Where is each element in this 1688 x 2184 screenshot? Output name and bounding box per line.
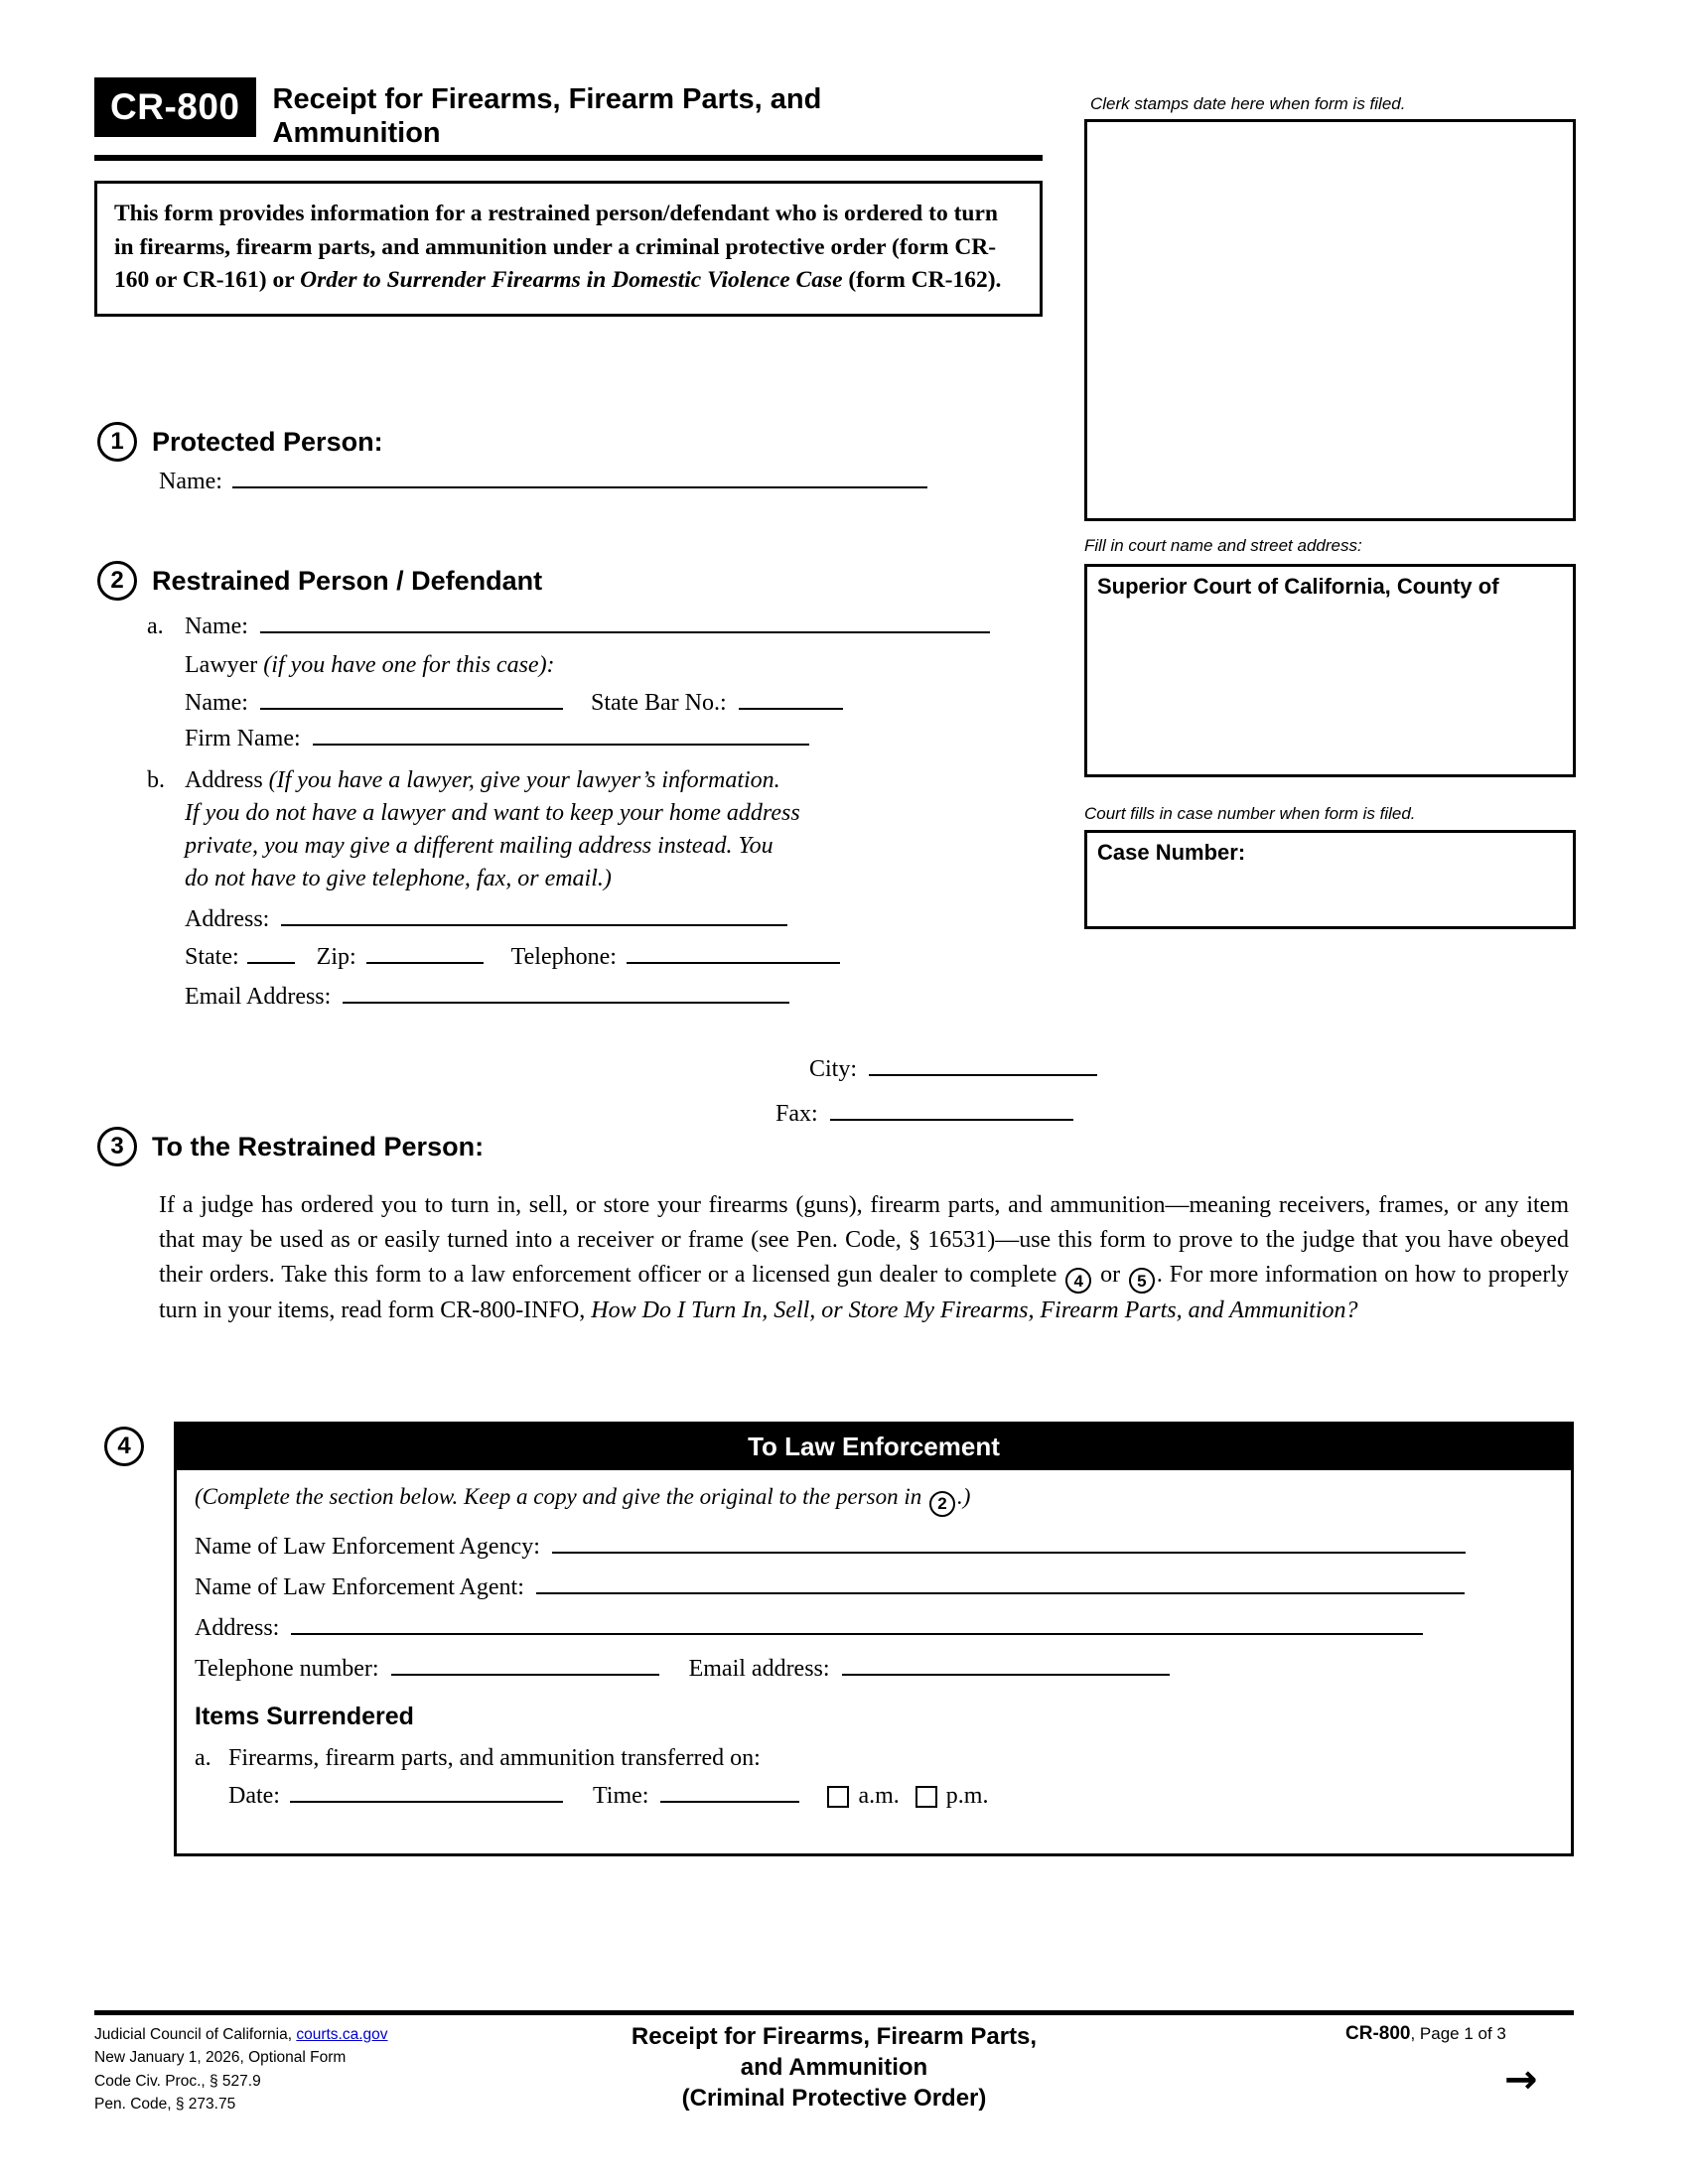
case-number-box-title: Case Number: xyxy=(1097,840,1246,865)
lawyer-label: Lawyer xyxy=(185,652,258,678)
items-surrendered-a xyxy=(195,1745,1553,1772)
clerk-stamp-label: Clerk stamps date here when form is filed. xyxy=(1090,94,1406,113)
le-agency-line[interactable] xyxy=(552,1552,1466,1554)
pm-label: p.m. xyxy=(945,1782,989,1809)
firm-name-label: Firm Name: xyxy=(185,726,301,751)
am-label: a.m. xyxy=(858,1782,900,1809)
items-a-text: Firearms, firearm parts, and ammunition transferred on: xyxy=(228,1744,761,1771)
section-1-heading: Protected Person: xyxy=(152,426,383,457)
address-paren: (If you have a lawyer, give your lawyer’s information. If you do not have a lawyer and want to keep your home address private, you may give a different mailing address instead. You do not have to give telephone, fax, or email.) xyxy=(185,767,800,892)
section-3-ref-4: 4 xyxy=(1065,1268,1091,1294)
fax-label: Fax: xyxy=(775,1101,818,1127)
le-telephone-label: Telephone number: xyxy=(195,1655,379,1682)
court-name-box-title: Superior Court of California, County of xyxy=(1097,574,1499,599)
intro-text-1: This form provides information for a restrained person/defendant who is ordered to turn in firearms, firearm parts, and ammunition under a criminal protective order (form CR-160 or CR-161) or xyxy=(114,201,998,294)
header-divider xyxy=(94,155,1043,161)
state-line[interactable] xyxy=(247,962,295,964)
lawyer-name-row xyxy=(185,691,1090,715)
le-box-spacer xyxy=(195,1808,1553,1832)
footer-divider xyxy=(94,2010,1574,2015)
form-header xyxy=(94,77,1048,161)
footer-left xyxy=(94,2023,388,2116)
footer-line-3: Code Civ. Proc., § 527.9 xyxy=(94,2072,261,2090)
lawyer-name-label: Name: xyxy=(185,690,248,716)
zip-label: Zip: xyxy=(316,944,356,971)
address-label-bold: Address xyxy=(185,767,263,793)
restrained-name-label: Name: xyxy=(185,614,248,639)
le-agent-line[interactable] xyxy=(536,1592,1465,1594)
le-address-row xyxy=(195,1616,1553,1640)
intro-text-3: (form CR-162). xyxy=(842,267,1002,294)
section-2-number: 2 xyxy=(97,561,137,601)
section-2-b-text xyxy=(185,764,800,895)
le-agency-row xyxy=(195,1535,1553,1559)
fax-row xyxy=(775,1102,1073,1126)
email-label: Email Address: xyxy=(185,984,332,1011)
le-email-label: Email address: xyxy=(688,1655,830,1682)
footer-form-number: CR-800 xyxy=(1345,2023,1411,2044)
address-line[interactable] xyxy=(281,924,787,926)
footer-right xyxy=(1345,2023,1506,2045)
lawyer-name-line[interactable] xyxy=(260,708,563,710)
items-time-label: Time: xyxy=(592,1782,649,1809)
section-4-number-wrap xyxy=(104,1427,144,1466)
footer-page-number: , Page 1 of 3 xyxy=(1410,2024,1506,2043)
footer-line-2: New January 1, 2026, Optional Form xyxy=(94,2049,347,2067)
footer-line-1 xyxy=(94,2023,388,2046)
law-enforcement-banner: To Law Enforcement xyxy=(177,1425,1571,1470)
telephone-line[interactable] xyxy=(627,962,840,964)
address-row xyxy=(185,907,1090,931)
section-3-heading: To the Restrained Person: xyxy=(152,1131,485,1161)
items-date-label: Date: xyxy=(228,1782,280,1809)
restrained-name-field[interactable] xyxy=(147,614,1090,638)
firm-name-row xyxy=(185,727,1090,751)
telephone-label: Telephone: xyxy=(510,944,617,971)
form-title-line1: Receipt for Firearms, Firearm Parts, and xyxy=(272,83,822,115)
lawyer-row xyxy=(185,652,1090,679)
city-line[interactable] xyxy=(869,1074,1097,1076)
section-4-number: 4 xyxy=(104,1427,144,1466)
state-bar-line[interactable] xyxy=(739,708,843,710)
address-field-label: Address: xyxy=(185,906,270,933)
protected-person-name-label: Name: xyxy=(159,469,222,494)
footer-line-4: Pen. Code, § 273.75 xyxy=(94,2095,236,2113)
le-instruction-ref: 2 xyxy=(929,1491,955,1517)
items-date-line[interactable] xyxy=(290,1801,563,1803)
footer-center xyxy=(536,2021,1132,2115)
lawyer-paren: (if you have one for this case): xyxy=(263,652,555,678)
footer-center-line-2: and Ammunition xyxy=(740,2054,928,2082)
items-time-line[interactable] xyxy=(660,1801,799,1803)
intro-text-italic: Order to Surrender Firearms in Domestic Violence Case xyxy=(300,267,843,294)
protected-person-name-field[interactable] xyxy=(159,470,1070,493)
section-3 xyxy=(97,1127,1587,1328)
items-surrendered-heading: Items Surrendered xyxy=(195,1702,414,1730)
le-agent-row xyxy=(195,1575,1553,1599)
le-telephone-line[interactable] xyxy=(391,1674,659,1676)
restrained-name-line[interactable] xyxy=(260,631,990,633)
pm-checkbox[interactable] xyxy=(915,1786,937,1808)
section-3-text-2: or xyxy=(1093,1261,1127,1288)
section-3-header xyxy=(97,1127,1587,1166)
section-1-header xyxy=(97,422,1070,462)
case-number-box[interactable] xyxy=(1084,830,1576,929)
email-line[interactable] xyxy=(343,1002,789,1004)
court-name-box[interactable] xyxy=(1084,564,1576,777)
footer-council: Judicial Council of California, xyxy=(94,2026,297,2043)
le-phone-email-row xyxy=(195,1657,1553,1681)
form-title-line2: Ammunition xyxy=(272,116,441,149)
city-label: City: xyxy=(809,1056,858,1082)
state-bar-label: State Bar No.: xyxy=(590,690,727,716)
section-1-number: 1 xyxy=(97,422,137,462)
le-agent-label: Name of Law Enforcement Agent: xyxy=(195,1573,524,1600)
zip-line[interactable] xyxy=(366,962,484,964)
section-3-ref-5: 5 xyxy=(1129,1268,1155,1294)
next-page-arrow-icon: → xyxy=(1504,2057,1538,2103)
le-agency-label: Name of Law Enforcement Agency: xyxy=(195,1533,540,1560)
case-number-label: Court fills in case number when form is filed. xyxy=(1084,804,1416,823)
courts-website-link[interactable]: courts.ca.gov xyxy=(296,2026,388,2043)
law-enforcement-box xyxy=(174,1422,1574,1856)
le-address-line[interactable] xyxy=(291,1633,1423,1635)
intro-box xyxy=(94,181,1043,317)
section-2 xyxy=(97,561,1090,1127)
firm-name-line[interactable] xyxy=(313,744,809,746)
email-row xyxy=(185,985,1090,1009)
court-name-label: Fill in court name and street address: xyxy=(1084,536,1362,555)
le-instruction-post: .) xyxy=(956,1484,971,1509)
section-3-text-italic: How Do I Turn In, Sell, or Store My Firearms, Firearm Parts, and Ammunition? xyxy=(591,1297,1358,1324)
section-3-number: 3 xyxy=(97,1127,137,1166)
le-address-label: Address: xyxy=(195,1614,280,1641)
form-title xyxy=(273,77,968,150)
form-number-badge: CR-800 xyxy=(94,77,256,137)
items-date-time-row xyxy=(228,1784,1553,1808)
clerk-stamp-box[interactable] xyxy=(1084,119,1576,521)
protected-person-name-line[interactable] xyxy=(232,486,927,488)
section-2-a-marker: a. xyxy=(147,614,164,639)
le-email-line[interactable] xyxy=(842,1674,1170,1676)
section-2-heading: Restrained Person / Defendant xyxy=(152,565,543,596)
fax-line[interactable] xyxy=(830,1119,1073,1121)
section-2-header xyxy=(97,561,1090,601)
section-3-paragraph xyxy=(159,1188,1569,1328)
city-row xyxy=(809,1057,1097,1081)
am-checkbox[interactable] xyxy=(827,1786,849,1808)
section-1 xyxy=(97,422,1070,493)
section-3-text-1: If a judge has ordered you to turn in, sell, or store your firearms (guns), firearm parts, and ammunition—meaning receivers, frames, or any item that may be used as or easily turned into a receiver or frame (see Pen. Code, § 16531)—use this form to prove to the judge that you have obeyed their orders. Take this form to a law enforcement officer or a licensed gun dealer to complete xyxy=(159,1192,1569,1288)
footer-center-line-3: (Criminal Protective Order) xyxy=(681,2085,987,2113)
section-2-b-marker: b. xyxy=(147,767,165,793)
law-enforcement-instruction xyxy=(195,1484,1553,1517)
le-instruction-pre: (Complete the section below. Keep a copy and give the original to the person in xyxy=(195,1484,927,1509)
items-a-marker: a. xyxy=(195,1744,211,1771)
footer-center-line-1: Receipt for Firearms, Firearm Parts, xyxy=(631,2023,1038,2050)
section-2-b xyxy=(147,764,1090,895)
section-3-text-3: . For more information on how to properly turn in your items, read form CR-800-INFO, xyxy=(159,1261,1569,1324)
state-label: State: xyxy=(185,944,239,971)
state-zip-phone-row xyxy=(185,945,1090,969)
law-enforcement-body xyxy=(177,1470,1571,1853)
